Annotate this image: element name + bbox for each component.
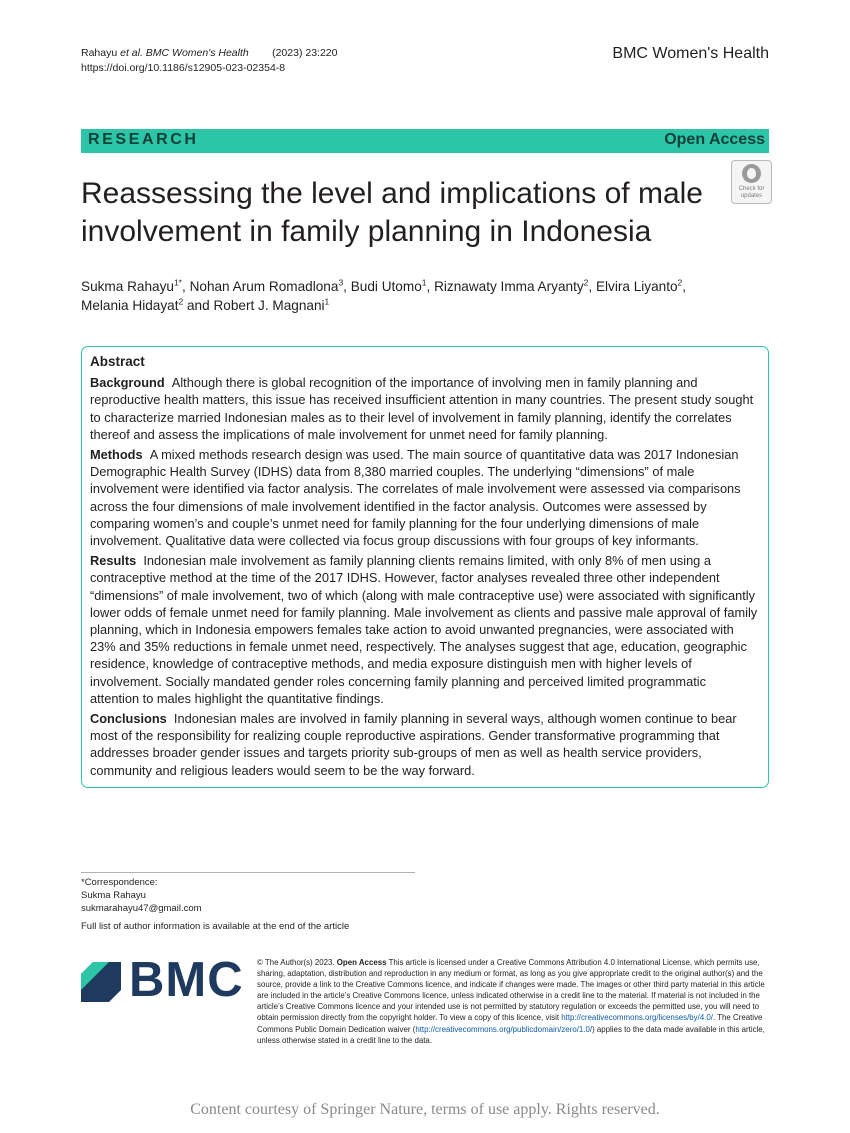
section-text: Although there is global recognition of the importance of involving men in family planning and reproductive health matters, this issue has received insufficient attention in many countries. The present study sought to characterize married Indonesian males as to their level of involvement in family planning, identify the correlates thereof and assess the implications of male involvement for unmet need for family planning.	[90, 375, 754, 442]
footnote-divider	[81, 872, 415, 873]
citation-authors: Rahayu	[81, 47, 121, 59]
license-cc-by-link[interactable]: http://creativecommons.org/licenses/by/4.0/	[561, 1013, 713, 1023]
section-text: Indonesian male involvement as family planning clients remains limited, with only 8% of men using a contraceptive method at the time of the 2017 IDHS. However, factor analyses revealed three other independent “dimensions” of male involvement, two of which (along with male contraceptive use) were associated with significantly lower odds of female unmet need for family planning. Male involvement as clients and passive male approval of family planning, which in Indonesia empowers females take action to avoid unwanted pregnancies, were associated with 23% and 35% reductions in female unmet need, respectively. The analyses suggest that age, education, geographic residence, knowledge of contraceptive methods, and media exposure distinguish men with higher levels of involvement. Socially mandated gender roles concerning family planning and perceived limited programmatic attention to males highlight the quantitative findings.	[90, 553, 758, 706]
license-copyright: © The Author(s) 2023.	[257, 958, 337, 967]
author-separator: ,	[426, 279, 435, 294]
springer-courtesy-footer: Content courtesy of Springer Nature, terms of use apply. Rights reserved.	[190, 1101, 660, 1118]
author-affiliation: 2	[677, 277, 683, 288]
author-name: Elvira Liyanto	[595, 279, 678, 294]
author-separator: and	[183, 298, 214, 313]
license-cc0-link[interactable]: http://creativecommons.org/publicdomain/zero/1.0/	[415, 1024, 593, 1034]
author-separator: ,	[682, 279, 687, 294]
abstract-background	[90, 374, 758, 443]
author-affiliation: 1	[324, 296, 330, 307]
author-affiliation: 3	[338, 277, 344, 288]
correspondence-email[interactable]: sukmarahayu47@gmail.com	[81, 903, 202, 914]
article-type-band	[81, 129, 769, 153]
author-name: Budi Utomo	[350, 279, 422, 294]
author-separator: ,	[588, 279, 596, 294]
section-label: Methods	[90, 447, 143, 463]
article-type-label: RESEARCH	[88, 131, 199, 148]
bmc-logo-text: BMC	[129, 953, 244, 1007]
author-separator: ,	[343, 279, 351, 294]
license-text	[257, 957, 769, 1046]
correspondence	[81, 876, 202, 915]
section-text: A mixed methods research design was used. The main source of quantitative data was 2017 Indonesian Demographic Health Survey (IDHS) data from 8,380 married couples. The underlying “dimensions” of male involvement were identified via factor analysis. The correlates of male involvement were assessed via comparisons across the four dimensions of male involvement identified in the factor analysis. Outcomes were assessed by comparing women’s and couple’s unmet need for family planning for the four underlying dimensions of male involvement. Qualitative data were collected via focus group discussions with four groups of key informants.	[90, 447, 741, 549]
author-name: Robert J. Magnani	[213, 298, 325, 313]
abstract-results	[90, 552, 758, 707]
license-open-access: Open Access	[336, 958, 387, 967]
bmc-logo	[81, 953, 244, 1007]
author-name: Riznawaty Imma Aryanty	[434, 279, 584, 294]
author-information-note: Full list of author information is available at the end of the article	[81, 921, 350, 932]
author-name: Sukma Rahayu	[81, 279, 174, 294]
author-affiliation: 1*	[173, 277, 182, 288]
section-label: Results	[90, 553, 137, 569]
running-header-citation	[81, 46, 337, 76]
section-text: Indonesian males are involved in family planning in several ways, although women continue to bear most of the responsibility for realizing couple reproductive aspirations. Gender transformative programming that addresses broader gender issues and targets priority sub-groups of men as well as health service providers, community and religious leaders would seem to be the way forward.	[90, 711, 737, 778]
author-separator: ,	[182, 279, 190, 294]
author-affiliation: 2	[583, 277, 589, 288]
doi-link[interactable]: https://doi.org/10.1186/s12905-023-02354-8	[81, 62, 286, 74]
correspondence-label: *Correspondence:	[81, 877, 158, 888]
check-for-updates-button[interactable]	[731, 160, 772, 204]
abstract-conclusions	[90, 710, 758, 779]
section-label: Conclusions	[90, 711, 167, 727]
section-label: Background	[90, 375, 165, 391]
bmc-logo-mark-icon	[81, 962, 121, 1002]
license-body: This article is licensed under a Creative Commons Attribution 4.0 International License, which permits use, sharing, adaptation, distribution and reproduction in any medium or format, as long as you give appropriate credit to the original author(s) and the source, provide a link to the Creative Commons licence, and indicate if changes were made. The images or other third party material in this article are included in the article’s Creative Commons licence, unless indicated otherwise in a credit line to the material. If material is not included in the article’s Creative Commons licence and your intended use is not permitted by statutory regulation or exceeds the permitted use, you will need to obtain permission directly from the copyright holder. To view a copy of this licence, visit	[257, 958, 765, 1023]
check-for-updates-label: Check for updates	[738, 186, 765, 199]
author-affiliation: 2	[178, 296, 184, 307]
author-list	[81, 277, 771, 315]
journal-name: BMC Women's Health	[612, 45, 769, 62]
license-body-2: . The Creative Commons Public Domain Dedication waiver (	[257, 1013, 763, 1034]
author-name: Melania Hidayat	[81, 298, 179, 313]
author-affiliation: 1	[421, 277, 427, 288]
article-title: Reassessing the level and implications of male involvement in family planning in Indonesia	[81, 177, 703, 248]
citation-year: (2023) 23:220	[272, 47, 338, 59]
open-access-label: Open Access	[664, 131, 765, 148]
abstract-box	[81, 346, 769, 788]
author-name: Nohan Arum Romadlona	[189, 279, 339, 294]
correspondence-name: Sukma Rahayu	[81, 890, 146, 901]
abstract-heading: Abstract	[90, 354, 145, 369]
crossmark-icon	[742, 164, 761, 183]
license-body-3: ) applies to the data made available in this article, unless otherwise stated in a credit line to the data.	[257, 1024, 765, 1045]
abstract-methods	[90, 446, 758, 549]
citation-etal: et al. BMC Women's Health	[120, 47, 249, 59]
